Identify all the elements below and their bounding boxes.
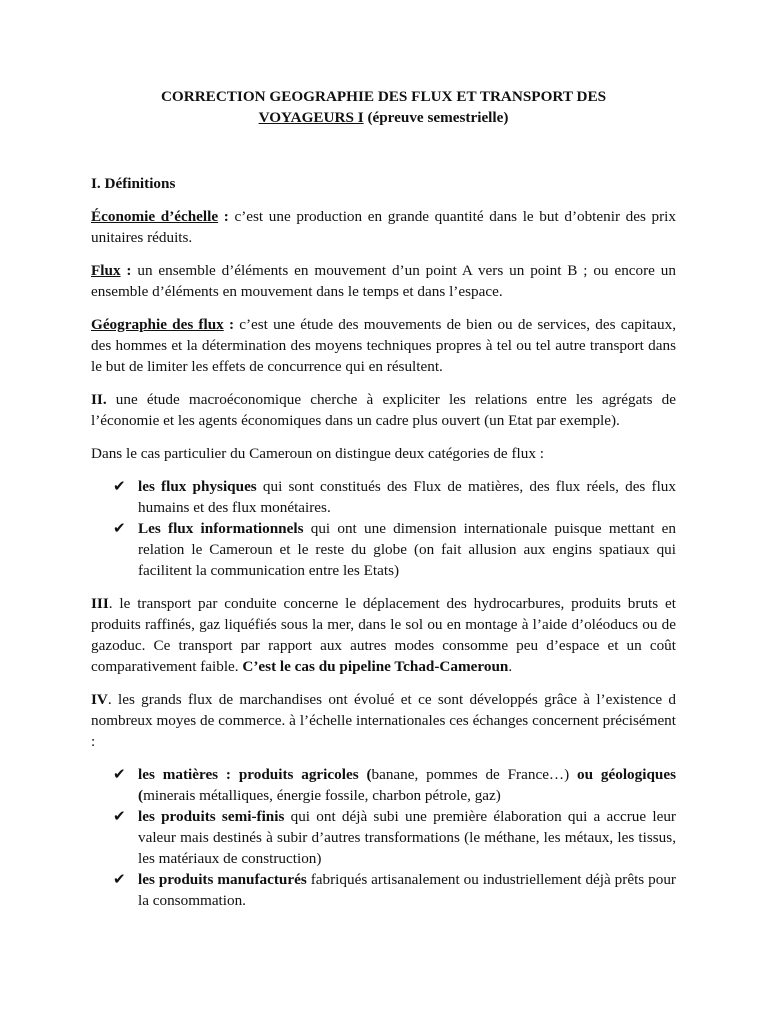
definition-flux: Flux : un ensemble d’éléments en mouvement d’un point A vers un point B ; ou encore un ensemble d’éléments en mouvement dans le temps et dans l’espace. xyxy=(91,262,676,300)
section-4-number: IV xyxy=(91,691,108,708)
list-item: ✔ les produits manufacturés fabriqués artisanalement ou industriellement déjà prêts pour la consommation. xyxy=(113,870,676,909)
document-title xyxy=(91,86,676,128)
title-subtitle: (épreuve semestrielle) xyxy=(363,109,509,126)
section-3-number: III xyxy=(91,595,109,612)
list-item: ✔ les flux physiques qui sont constitués des Flux de matières, des flux réels, des flux humains et des flux monétaires. xyxy=(113,477,676,516)
list-item: ✔ les produits semi-finis qui ont déjà subi une première élaboration qui a accrue leur valeur mais destinés à subir d’autres transformations (le méthane, les métaux, les tissus, les matériaux de construction) xyxy=(113,807,676,867)
term-economie: Économie d’échelle xyxy=(91,208,219,225)
section-2-intro: Dans le cas particulier du Cameroun on distingue deux catégories de flux : xyxy=(91,445,544,462)
list-item: ✔ Les flux informationnels qui ont une dimension internationale puisque mettant en relation le Cameroun et le reste du globe (on fait allusion aux engins spatiaux qui facilitent la communication entre les Etats) xyxy=(113,519,676,579)
definition-economie: Économie d’échelle : c’est une production en grande quantité dans le but d’obtenir des prix unitaires réduits. xyxy=(91,208,676,246)
title-underlined: VOYAGEURS I xyxy=(258,109,364,126)
section-1-heading: I. Définitions xyxy=(91,175,176,192)
term-flux: Flux xyxy=(91,262,121,279)
section-2-number: II. xyxy=(91,391,107,408)
title-line-1: CORRECTION GEOGRAPHIE DES FLUX ET TRANSPORT DES xyxy=(160,88,607,105)
checkmark-icon: ✔ xyxy=(113,477,126,495)
section-3-paragraph: III. le transport par conduite concerne le déplacement des hydrocarbures, produits bruts et produits raffinés, gaz liquéfiés sous la mer, dans le sol ou en montage à l’aide d’oléoducs ou de gazoduc. Ce transport par rapport aux autres modes consomme peu d’espace et un coût comparativement faible. C’est le cas du pipeline Tchad-Cameroun. xyxy=(91,595,676,675)
checkmark-icon: ✔ xyxy=(113,807,126,825)
pipeline-highlight: C’est le cas du pipeline Tchad-Cameroun xyxy=(242,658,509,675)
checkmark-icon: ✔ xyxy=(113,519,126,537)
term-geographie: Géographie des flux xyxy=(91,316,224,333)
checkmark-icon: ✔ xyxy=(113,765,126,783)
list-item: ✔ les matières : produits agricoles (banane, pommes de France…) ou géologiques (minerais métalliques, énergie fossile, charbon pétrole, gaz) xyxy=(113,765,677,804)
definition-geographie: Géographie des flux : c’est une étude des mouvements de bien ou de services, des capitaux, des hommes et la détermination des moyens techniques propres à tel ou tel autre transport dans le but de limiter les effets de concurrence qui en résultent. xyxy=(91,316,676,375)
checkmark-icon: ✔ xyxy=(113,870,126,888)
flux-categories-list xyxy=(91,476,676,581)
section-4-paragraph: IV. les grands flux de marchandises ont évolué et ce sont développés grâce à l’existence d nombreux moyes de commerce. à l’échelle internationales ces échanges concernent précisément : xyxy=(91,691,676,750)
merchandise-list xyxy=(91,764,676,911)
document-page xyxy=(91,86,676,923)
section-2-paragraph: II. une étude macroéconomique cherche à expliciter les relations entre les agrégats de l’économie et les agents économiques dans un cadre plus ouvert (un Etat par exemple). xyxy=(91,391,676,429)
